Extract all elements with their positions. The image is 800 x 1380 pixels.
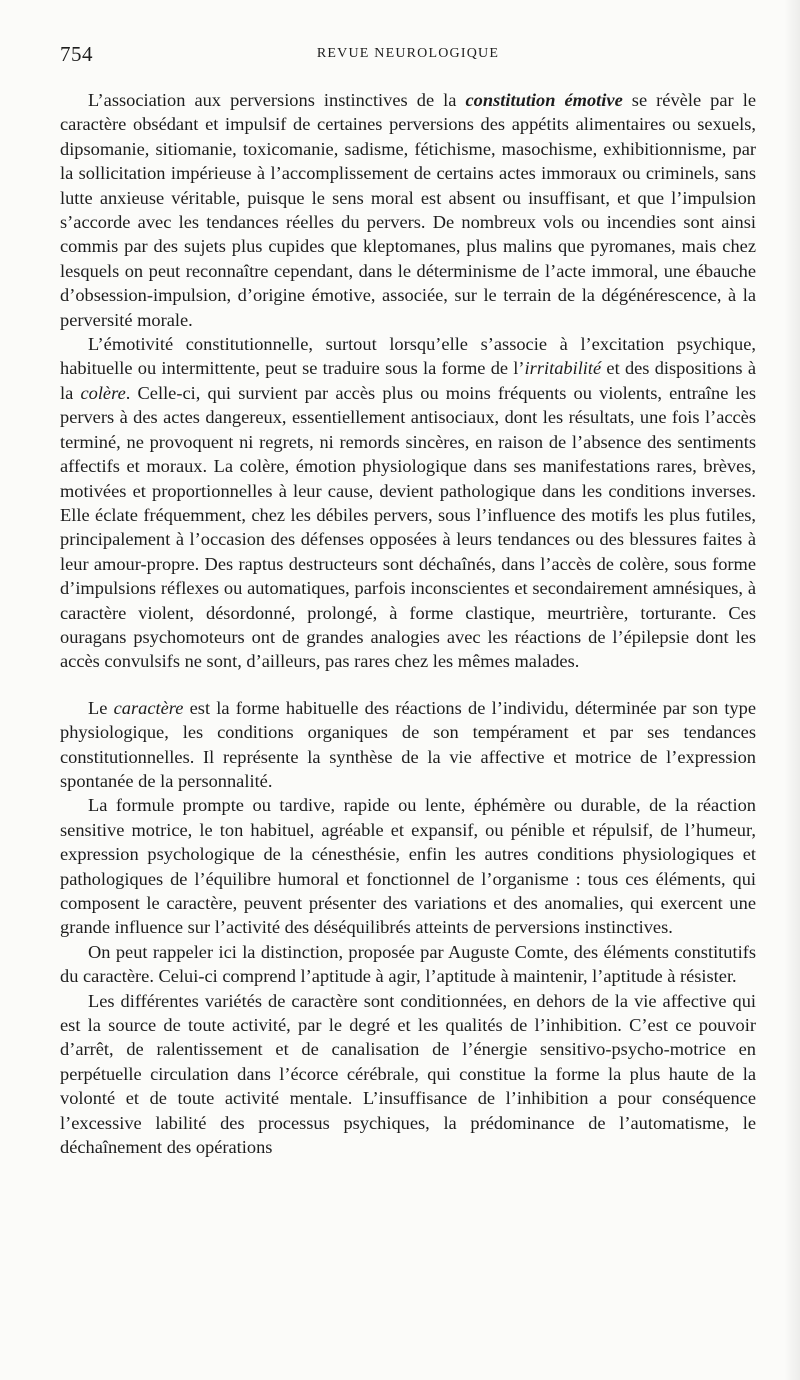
running-title: REVUE NEUROLOGIQUE <box>316 46 500 61</box>
paragraph-text: On peut rappeler ici la distinction, proposée par Auguste Comte, des éléments constitutifs du caractère. Celui-ci comprend l’aptitude à agir, l’aptitude à maintenir, l’aptitude à résister. <box>60 941 756 987</box>
paragraph <box>60 696 756 794</box>
emphasized-text: colère <box>80 382 126 403</box>
page-header <box>60 36 756 66</box>
body-text <box>60 88 756 1159</box>
paragraph <box>60 793 756 939</box>
page-edge-shadow <box>784 0 800 1380</box>
paragraph <box>60 332 756 674</box>
paragraph-text: . Celle-ci, qui survient par accès plus ou moins fréquents ou violents, entraîne les pervers à des actes dangereux, essentiellement antisociaux, dont les résultats, une fois l’accès terminé, ne provoquent ni regrets, ni remords sincères, en raison de l’absence des sentiments affectifs et moraux. La colère, émotion physiologique dans ses manifestations rares, brèves, motivées et proportionnelles à leur cause, devient pathologique dans les conditions inverses. Elle éclate fréquemment, chez les débiles pervers, sous l’influence des motifs les plus futiles, principalement à l’occasion des défenses opposées à leurs tendances ou des blessures faites à leur amour-propre. Des raptus destructeurs sont déchaînés, dans l’accès de colère, sous forme d’impulsions réflexes ou automatiques, parfois inconscientes et secondairement amnésiques, à caractère violent, désordonné, prolongé, à forme clastique, meurtrière, torturante. Ces ouragans psychomoteurs ont de grandes analogies avec les réactions de l’épilepsie dont les accès convulsifs ne sont, d’ailleurs, pas rares chez les mêmes malades. <box>60 382 756 672</box>
paragraph-text: Le <box>88 697 114 718</box>
emphasized-text: constitution émotive <box>465 90 623 110</box>
paragraph-text: La formule prompte ou tardive, rapide ou lente, éphémère ou durable, de la réaction sensitive motrice, le ton habituel, agréable et expansif, ou pénible et répulsif, de l’humeur, expression psychologique de la cénesthésie, enfin les autres conditions physiologiques et pathologiques de l’équilibre humoral et fonctionnel de l’organisme : tous ces éléments, qui composent le caractère, peuvent présenter des variations et des anomalies, qui exercent une grande influence sur l’activité des déséquilibrés atteints de perversions instinctives. <box>60 795 756 938</box>
paragraph <box>60 989 756 1160</box>
paragraph-text: et des dispositions à la <box>60 358 756 403</box>
paragraph-text: est la forme habituelle des réactions de l’individu, déterminée par son type physiologique, les conditions organiques de son tempérament et par ses tendances constitutionnelles. Il représente la synthèse de la vie affective et motrice de l’expression spontanée de la personnalité. <box>60 697 756 791</box>
paragraph <box>60 940 756 989</box>
emphasized-text: irritabilité <box>524 358 602 379</box>
paragraph-text: se révèle par le caractère obsédant et impulsif de certaines perversions des appétits alimentaires ou sexuels, dipsomanie, sitiomanie, toxicomanie, sadisme, fétichisme, masochisme, exhibitionnisme, par la sollicitation impérieuse à l’accomplissement de certains actes immoraux ou criminels, sans lutte anxieuse véritable, puisque le sens moral est absent ou insuffisant, et que l’impulsion s’accorde avec les tendances réelles du pervers. De nombreux vols ou incendies sont ainsi commis par des sujets plus cupides que kleptomanes, plus malins que pyromanes, mais chez lesquels on peut reconnaître cependant, dans le déterminisme de l’acte immoral, une ébauche d’obsession-impulsion, d’origine émotive, associée, sur le terrain de la dégénérescence, à la perversité morale. <box>60 90 756 330</box>
paragraph-text: L’association aux perversions instinctives de la <box>88 90 466 110</box>
paragraph-text: Les différentes variétés de caractère sont conditionnées, en dehors de la vie affective qui est la source de toute activité, par le degré et les qualités de l’inhibition. C’est ce pouvoir d’arrêt, de ralentissement et de canalisation de l’énergie sensitivo-psycho-motrice en perpétuelle circulation dans l’écorce cérébrale, qui constitue la forme la plus haute de la volonté et de toute activité mentale. L’insuffisance de l’inhibition a pour conséquence l’excessive labilité des processus psychiques, la prédominance de l’automatisme, le déchaînement des opérations <box>60 990 756 1158</box>
paragraph-text: L’émotivité constitutionnelle, surtout lorsqu’elle s’associe à l’excitation psychique, habituelle ou intermittente, peut se traduire sous la forme de l’ <box>60 334 756 379</box>
paragraph <box>60 88 756 332</box>
page-number: 754 <box>60 42 93 66</box>
emphasized-text: caractère <box>113 697 184 718</box>
